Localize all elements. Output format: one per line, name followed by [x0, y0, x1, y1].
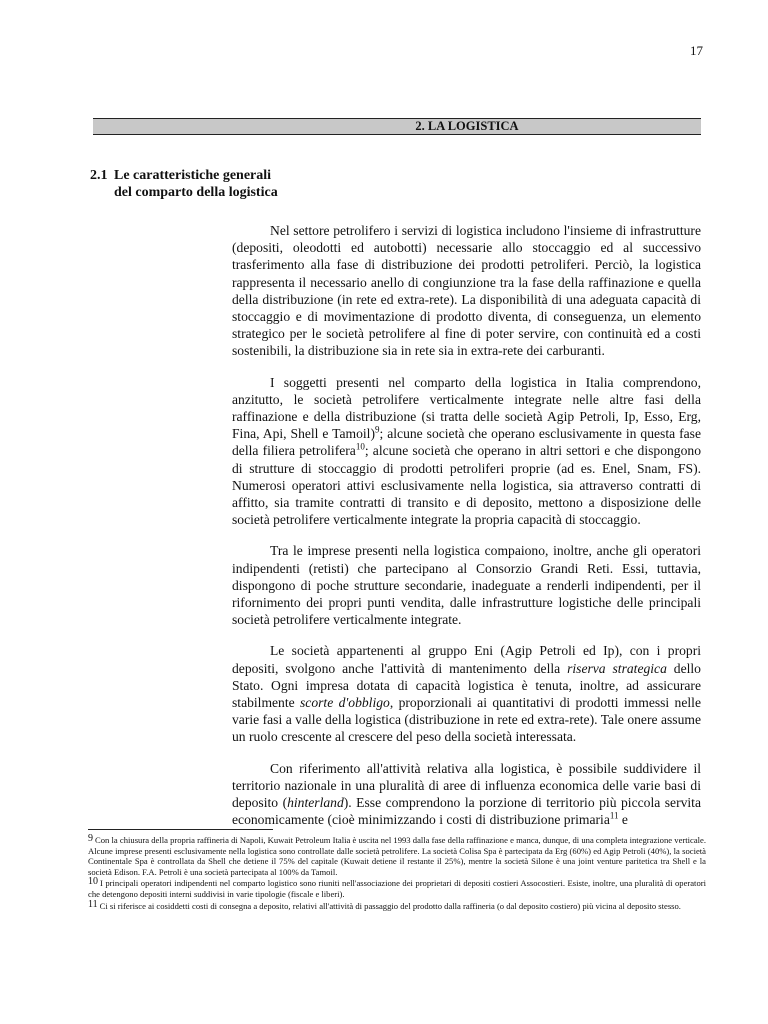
footnote-separator: [88, 829, 273, 830]
text-run: Nel settore petrolifero i servizi di logistica includono l'insieme di infrastrutture (depositi, oleodotti ed autobotti) necessarie allo stoccaggio ed al successivo trasferimento alla fase di distribuzione dei prodotti petroliferi. Perciò, la logistica rappresenta il necessario anello di congiunzione tra la fase della raffinazione e quella della distribuzione (in rete ed extra-rete). La disponibilità di una adeguata capacità di stoccaggio e di movimentazione di prodotto diventa, di conseguenza, un elemento strategico per le società petrolifere al fine di poter servire, con continuità ed a costi sostenibili, la distribuzione sia in rete sia in extra-rete dei carburanti.: [232, 223, 701, 359]
paragraph: [232, 374, 701, 529]
text-run: Tra le imprese presenti nella logistica compaiono, inoltre, anche gli operatori indipendenti (retisti) che partecipano al Consorzio Grandi Reti. Essi, tuttavia, dispongono di poche strutture secondarie, inadeguate a renderli indipendenti, per il rifornimento dei propri punti vendita, dalle infrastrutture logistiche delle principali società petrolifere verticalmente integrate.: [232, 543, 701, 628]
section-heading: [90, 167, 290, 201]
section-title: Le caratteristiche generali del comparto della logistica: [114, 168, 278, 200]
footnotes: [88, 834, 706, 911]
footnote-ref: 11: [609, 810, 619, 821]
footnote-mark: 10: [88, 876, 98, 888]
chapter-title: 2. LA LOGISTICA: [415, 119, 519, 133]
text-run: ). Esse comprendono la porzione di territorio più piccola servita economicamente (cioè minimizzando i costi di distribuzione primaria: [232, 795, 701, 828]
footnote-ref: 9: [375, 424, 380, 435]
footnote: [88, 877, 706, 899]
text-run: Le società appartenenti al gruppo Eni (Agip Petroli ed Ip), con i propri depositi, svolgono anche l'attività di mantenimento della: [232, 643, 701, 676]
footnote-mark: 9: [88, 833, 93, 844]
emphasis: riserva strategica: [567, 660, 667, 676]
footnote: [88, 900, 706, 912]
page-number: 17: [690, 43, 703, 58]
text-run: ; alcune società che operano esclusivamente in questa fase della filiera petrolifera: [232, 426, 701, 459]
text-run: ; alcune società che operano in altri settori e che dispongono di strutture di stoccaggio di prodotti petroliferi proprie (ad es. Enel, Snam, FS). Numerosi operatori attivi esclusivamente nella logistica, sia attraverso contratti di affitto, sia tramite contratti di transito e di deposito, mettono a disposizione delle società petrolifere verticalmente integrate la propria capacità di stoccaggio.: [232, 443, 701, 528]
text-run: dello Stato. Ogni impresa dotata di capacità logistica è tenuta, inoltre, ad assicurare stabilmente: [232, 660, 701, 711]
emphasis: scorte d'obbligo: [300, 695, 390, 711]
emphasis: hinterland: [287, 795, 344, 811]
footnote: [88, 834, 706, 877]
footnote-text: Con la chiusura della propria raffineria di Napoli, Kuwait Petroleum Italia è uscita nel 1993 dalla fase della raffinazione e manca, dunque, di una completa integrazione verticale. Alcune imprese presenti esclusivamente nella logistica sono controllate dalle società petrolifere. La società Colisa Spa è partecipata da Erg (60%) ed Agip Petroli (40%), la società Continentale Spa è controllata da Shell che detiene il 75% del capitale (Kuwait detiene il restante il 25%), mentre la società Silone è una joint venture paritetica tra Shell e la società Edison. F.A. Petroli è una società partecipata al 100% da Tamoil.: [88, 835, 706, 877]
text-run: Con riferimento all'attività relativa alla logistica, è possibile suddividere il territorio nazionale in una pluralità di aree di influenza economica delle varie basi di deposito (: [232, 760, 701, 811]
text-run: e: [618, 812, 628, 828]
footnote-text: I principali operatori indipendenti nel comparto logistico sono riuniti nell'associazione dei proprietari di depositi costieri Assocostieri. Esiste, inoltre, una pluralità di operatori che detengono depositi interni suddivisi in varie tipologie (fiscale e liberi).: [88, 878, 706, 899]
footnote-text: Ci si riferisce ai cosiddetti costi di consegna a deposito, relativi all'attività di passaggio del prodotto dalla raffineria (o dal deposito costiero) più vicina al deposito stesso.: [99, 900, 681, 911]
paragraph: [232, 222, 701, 360]
paragraph: [232, 760, 701, 829]
paragraph: [232, 542, 701, 628]
chapter-header-bar: [93, 118, 701, 135]
footnote-mark: 11: [88, 898, 98, 910]
footnote-ref: 10: [355, 441, 365, 452]
section-number: 2.1: [90, 168, 108, 183]
body-text: [232, 222, 701, 843]
text-run: , proporzionali ai quantitativi di prodotti immessi nelle varie fasi a valle della logistica (distribuzione in rete ed extra-rete). Tale onere assume un ruolo crescente al crescere del peso della società interessata.: [232, 695, 701, 745]
paragraph: [232, 642, 701, 745]
text-run: I soggetti presenti nel comparto della logistica in Italia comprendono, anzitutto, le società petrolifere verticalmente integrate nelle altre fasi della raffinazione e della distribuzione (si tratta delle società Agip Petroli, Ip, Esso, Erg, Fina, Api, Shell e Tamoil): [232, 374, 701, 442]
